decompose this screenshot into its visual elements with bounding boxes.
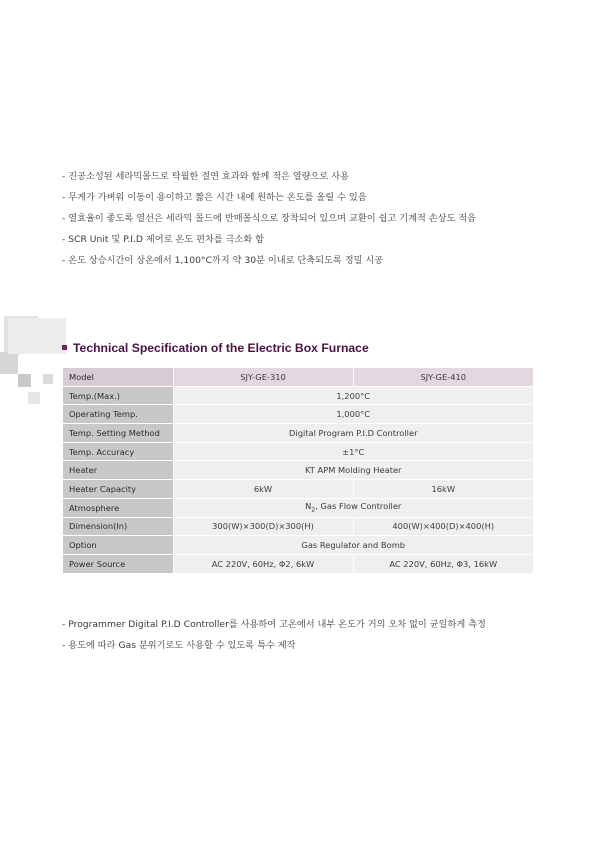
atmosphere-subscript: 2 [311,506,316,514]
row-label: Heater [63,461,173,480]
row-value: 300(W)×300(D)×300(H) [173,517,353,536]
row-value [173,498,533,517]
table-row [63,554,533,573]
bullet-square-icon [62,345,67,350]
row-value: 6kW [173,480,353,499]
table-row [63,386,533,405]
table-row [63,498,533,517]
feature-list [62,166,476,271]
row-value: 1,200°C [173,386,533,405]
list-item: - 무게가 가벼워 이동이 용이하고 짧은 시간 내에 원하는 온도를 올릴 수 있음 [62,192,367,203]
table-header-cell: SJY-GE-310 [173,368,353,386]
row-label: Temp. Accuracy [63,442,173,461]
row-value: AC 220V, 60Hz, Φ2, 6kW [173,554,353,573]
table-row [63,480,533,499]
row-value: 1,000°C [173,405,533,424]
row-value: 16kW [353,480,533,499]
row-value: KT APM Molding Heater [173,461,533,480]
table-row [63,405,533,424]
spec-table [63,368,533,574]
list-item: - 온도 상승시간이 상온에서 1,100°C까지 약 30분 이내로 단축되도록 정밀 시공 [62,255,384,266]
section-title [62,341,369,355]
row-value: 400(W)×400(D)×400(H) [353,517,533,536]
row-label: Option [63,536,173,555]
table-row [63,517,533,536]
row-label: Atmosphere [63,498,173,517]
atmosphere-suffix: , Gas Flow Controller [315,501,402,512]
section-title-text: Technical Specification of the Electric Box Furnace [73,341,369,355]
decorative-square [8,318,66,354]
list-item: - 진공소성된 세라믹몰드로 탁월한 절연 효과와 함께 적은 열량으로 사용 [62,171,349,182]
atmosphere-prefix: N [305,501,312,512]
list-item: - 용도에 따라 Gas 분위기로도 사용할 수 있도록 특수 제작 [62,640,296,651]
row-value: Digital Program P.I.D Controller [173,424,533,443]
row-value: AC 220V, 60Hz, Φ3, 16kW [353,554,533,573]
row-label: Heater Capacity [63,480,173,499]
row-label: Operating Temp. [63,405,173,424]
list-item: - Programmer Digital P.I.D Controller를 사용하여 고온에서 내부 온도가 거의 오차 없이 균일하게 측정 [62,619,486,630]
table-row [63,536,533,555]
decorative-square [28,392,40,404]
table-row [63,461,533,480]
row-label: Power Source [63,554,173,573]
note-list [62,614,486,656]
row-label: Temp.(Max.) [63,386,173,405]
list-item: - 열효율이 좋도록 열선은 세라믹 몰드에 반매몰식으로 장착되어 있으며 교환이 쉽고 기계적 손상도 적음 [62,213,477,224]
table-header-cell: SJY-GE-410 [353,368,533,386]
table-row [63,442,533,461]
row-label: Temp. Setting Method [63,424,173,443]
decorative-square [0,352,18,374]
row-value: Gas Regulator and Bomb [173,536,533,555]
table-header-row [63,368,533,386]
decorative-square [43,374,53,384]
table-header-cell: Model [63,368,173,386]
decorative-square [18,374,31,387]
row-label: Dimension(In) [63,517,173,536]
list-item: - SCR Unit 및 P.I.D 제어로 온도 편차를 극소화 함 [62,234,265,245]
table-row [63,424,533,443]
row-value: ±1°C [173,442,533,461]
